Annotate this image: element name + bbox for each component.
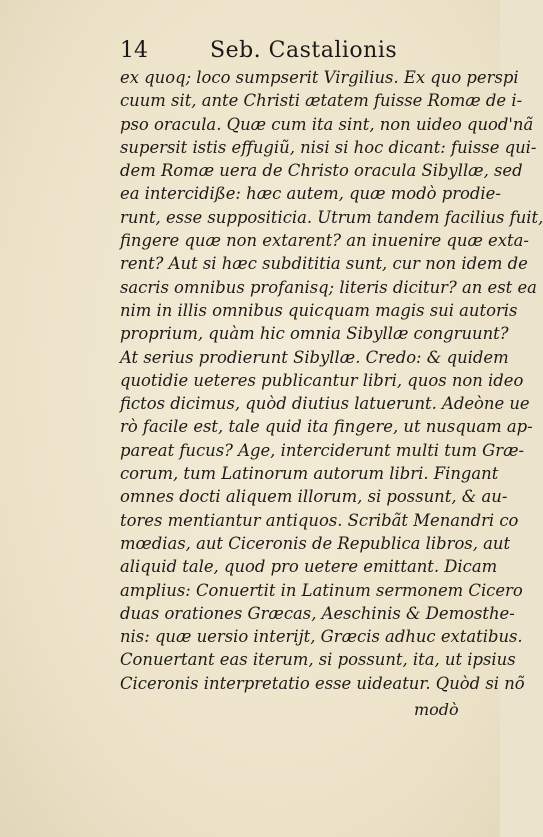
text-line: dem Romæ uera de Christo oracula Sibyllæ, sed [120,161,523,181]
text-line: aliquid tale, quod pro uetere emittant. Dicam [120,557,498,577]
body-text [120,66,543,695]
text-line: fingere quæ non extarent? an inuenire quæ exta- [120,231,529,251]
text-line: amplius: Conuertit in Latinum sermonem Cicero [120,580,523,600]
running-title: Seb. Castalionis [210,38,398,63]
text-line: cuum sit, ante Christi ætatem fuisse Romæ de i- [120,91,523,111]
text-line: proprium, quàm hic omnia Sibyllæ congruunt? [120,324,509,344]
text-line: sacris omnibus profanisq; literis dicitur? an est ea [120,277,537,297]
text-line: supersit istis effugiũ, nisi si hoc dicant: fuisse qui- [120,137,537,157]
text-line: runt, esse suppositicia. Utrum tandem facilius fuit, [120,207,543,227]
page-header [120,38,460,68]
text-line: Conuertant eas iterum, si possunt, ita, ut ipsius [120,650,516,670]
text-line: rò facile est, tale quid ita fingere, ut nusquam ap- [120,417,533,437]
text-line: fictos dicimus, quòd diutius latuerunt. Adeòne ue [120,394,530,414]
text-line: At serius prodierunt Sibyllæ. Credo: & quidem [120,347,509,367]
text-line: rent? Aut si hæc subdititia sunt, cur non idem de [120,254,528,274]
text-line: duas orationes Græcas, Aeschinis & Demosthe- [120,603,515,623]
text-line: Ciceronis interpretatio esse uideatur. Quòd si nõ [120,673,525,693]
text-line: mœdias, aut Ciceronis de Republica libros, aut [120,533,511,553]
text-line: corum, tum Latinorum autorum libri. Fingant [120,464,499,484]
text-line: pso oracula. Quæ cum ita sint, non uideo quod'nã [120,114,534,134]
catchword: modò [414,700,459,719]
page-number: 14 [120,38,148,63]
text-line: tores mentiantur antiquos. Scribãt Menandri co [120,510,519,530]
text-line: nis: quæ uersio interijt, Græcis adhuc extatibus. [120,627,523,647]
text-line: quotidie ueteres publicantur libri, quos non ideo [120,370,524,390]
text-line: ex quoq; loco sumpserit Virgilius. Ex quo perspi [120,68,519,87]
text-line: omnes docti aliquem illorum, si possunt, & au- [120,487,508,507]
text-line: pareat fucus? Age, interciderunt multi tum Græ- [120,440,525,460]
text-line: ea intercidiße: hæc autem, quæ modò prodie- [120,184,501,204]
text-line: nim in illis omnibus quicquam magis sui autoris [120,300,518,320]
